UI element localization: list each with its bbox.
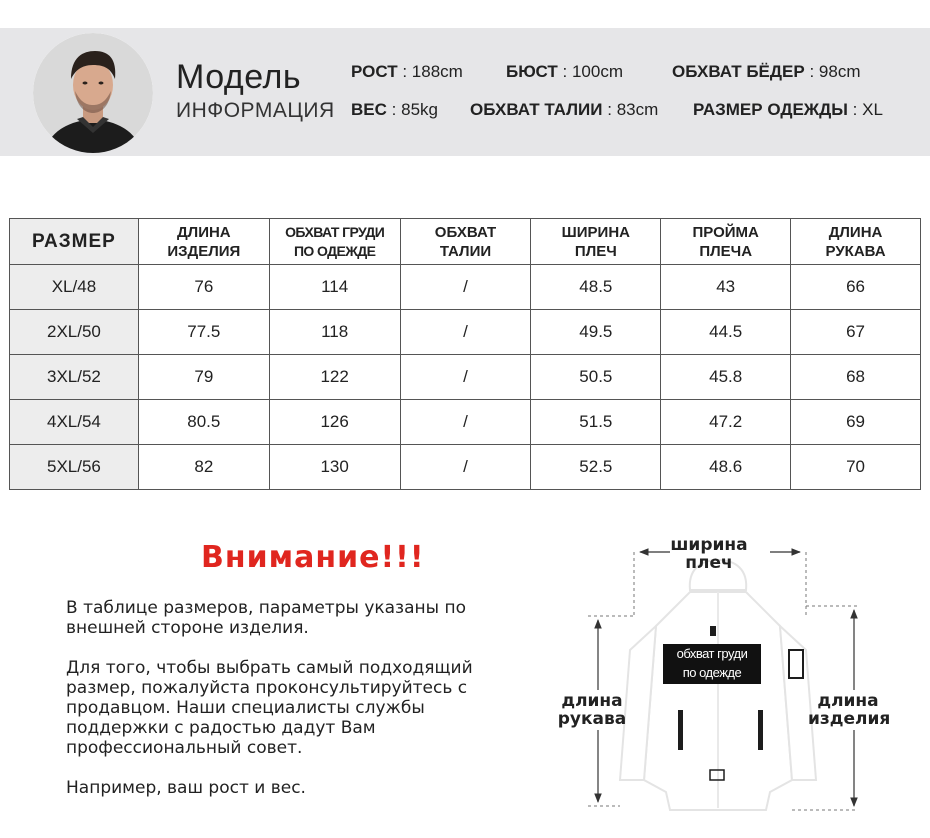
model-portrait-icon	[33, 33, 153, 153]
table-row	[10, 310, 921, 355]
stat-height	[351, 62, 463, 82]
size-cell: 4XL/54	[10, 400, 139, 445]
table-cell: /	[400, 265, 531, 310]
header-shoulder-width: ШИРИНА ПЛЕЧ	[531, 219, 661, 265]
stat-separator: :	[402, 62, 408, 81]
table-cell: 130	[269, 445, 400, 490]
table-cell: 43	[661, 265, 791, 310]
stat-separator: :	[562, 62, 568, 81]
table-cell: 48.6	[661, 445, 791, 490]
header-waist: ОБХВАТ ТАЛИИ	[400, 219, 531, 265]
table-cell: 76	[138, 265, 269, 310]
table-cell: 126	[269, 400, 400, 445]
table-cell: 52.5	[531, 445, 661, 490]
table-cell: 118	[269, 310, 400, 355]
label-garment-length: длина изделия	[808, 691, 891, 729]
notice-paragraph: Например, ваш рост и вес.	[66, 778, 306, 798]
stat-separator: :	[607, 100, 612, 119]
stat-label: РАЗМЕР ОДЕЖДЫ	[693, 100, 848, 119]
table-row	[10, 400, 921, 445]
table-row	[10, 445, 921, 490]
stat-hips	[672, 62, 861, 82]
label-chest: обхват груди по одежде	[663, 644, 761, 684]
table-cell: 48.5	[531, 265, 661, 310]
stat-value: 98cm	[818, 62, 861, 81]
size-cell: XL/48	[10, 265, 139, 310]
model-avatar	[33, 33, 153, 153]
stat-value: 100cm	[571, 62, 623, 81]
table-cell: 122	[269, 355, 400, 400]
table-cell: 77.5	[138, 310, 269, 355]
size-cell: 5XL/56	[10, 445, 139, 490]
stat-label: РОСТ	[351, 62, 398, 81]
notice-paragraph: Для того, чтобы выбрать самый подходящий размер, пожалуйста проконсультируйтесь с продавцом. Наши специалисты службы поддержки с радостью дадут Вам профессиональный совет.	[66, 658, 473, 758]
stat-value: 188cm	[411, 62, 463, 81]
table-cell: 79	[138, 355, 269, 400]
stat-separator: :	[809, 62, 815, 81]
model-title: Модель	[176, 58, 302, 96]
table-cell: 70	[791, 445, 921, 490]
header-armhole: ПРОЙМА ПЛЕЧА	[661, 219, 791, 265]
header-garment-length: ДЛИНА ИЗДЕЛИЯ	[138, 219, 269, 265]
model-subtitle: ИНФОРМАЦИЯ	[176, 99, 335, 122]
table-cell: /	[400, 445, 531, 490]
attention-heading: Внимание!!!	[201, 540, 425, 575]
stat-value: XL	[862, 100, 883, 119]
header-chest: ОБХВАТ ГРУДИ ПО ОДЕЖДЕ	[269, 219, 400, 265]
table-cell: /	[400, 355, 531, 400]
stat-separator: :	[391, 100, 397, 119]
label-shoulder-width: ширина плеч	[670, 535, 748, 573]
table-cell: 50.5	[531, 355, 661, 400]
stat-label: ОБХВАТ ТАЛИИ	[470, 100, 603, 119]
table-cell: 80.5	[138, 400, 269, 445]
stat-clothing-size	[693, 100, 883, 120]
table-cell: /	[400, 310, 531, 355]
size-cell: 2XL/50	[10, 310, 139, 355]
table-cell: 47.2	[661, 400, 791, 445]
stat-weight	[351, 100, 438, 120]
table-cell: 67	[791, 310, 921, 355]
stat-value: 83cm	[616, 100, 659, 119]
table-header-row	[10, 219, 921, 265]
stat-waist	[470, 100, 658, 120]
table-cell: 51.5	[531, 400, 661, 445]
table-cell: /	[400, 400, 531, 445]
stat-label: ОБХВАТ БЁДЕР	[672, 62, 805, 81]
stat-separator: :	[852, 100, 858, 119]
table-row	[10, 355, 921, 400]
stat-label: ВЕС	[351, 100, 387, 119]
table-cell: 82	[138, 445, 269, 490]
table-cell: 49.5	[531, 310, 661, 355]
size-table	[9, 218, 921, 490]
stat-value: 85kg	[401, 100, 438, 119]
stat-label: БЮСТ	[506, 62, 558, 81]
table-row	[10, 265, 921, 310]
label-sleeve-length: длина рукава	[557, 691, 627, 729]
table-cell: 69	[791, 400, 921, 445]
table-cell: 114	[269, 265, 400, 310]
size-cell: 3XL/52	[10, 355, 139, 400]
table-cell: 68	[791, 355, 921, 400]
table-cell: 66	[791, 265, 921, 310]
table-cell: 45.8	[661, 355, 791, 400]
notice-paragraph: В таблице размеров, параметры указаны по внешней стороне изделия.	[66, 598, 466, 638]
stat-bust	[506, 62, 623, 82]
header-sleeve-length: ДЛИНА РУКАВА	[791, 219, 921, 265]
header-size: РАЗМЕР	[10, 219, 139, 265]
table-cell: 44.5	[661, 310, 791, 355]
